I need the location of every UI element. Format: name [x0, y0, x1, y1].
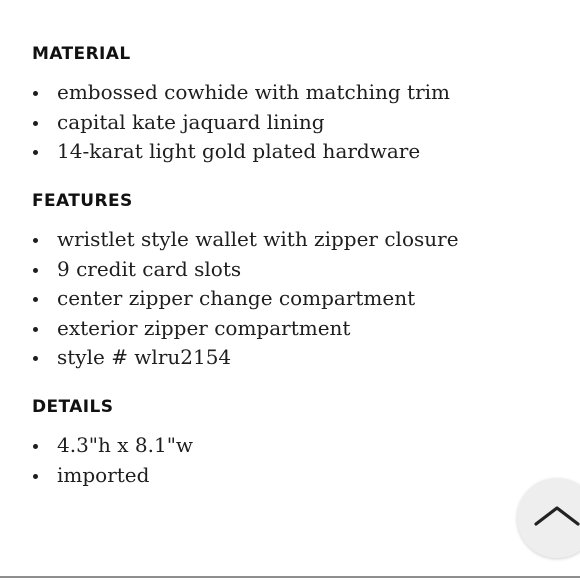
material-heading: MATERIAL	[32, 44, 131, 64]
list-item-text: capital kate jaquard lining	[57, 109, 325, 134]
list-item	[32, 314, 459, 344]
details-section	[32, 394, 193, 490]
features-section	[32, 188, 459, 373]
bullet-icon	[33, 268, 38, 273]
bullet-icon	[33, 91, 38, 96]
bullet-icon	[33, 444, 38, 449]
list-item-text: embossed cowhide with matching trim	[57, 80, 450, 104]
list-item	[32, 461, 193, 491]
features-heading: FEATURES	[32, 191, 133, 211]
list-item	[32, 108, 450, 138]
bullet-icon	[33, 356, 38, 361]
list-item-text: 14-karat light gold plated hardware	[57, 139, 421, 163]
list-item-text: exterior zipper compartment	[57, 315, 351, 340]
bottom-divider	[0, 576, 580, 578]
material-section	[32, 41, 450, 167]
bullet-icon	[33, 121, 38, 126]
list-item-text: wristlet style wallet with zipper closure	[57, 227, 459, 251]
list-item	[32, 137, 450, 167]
list-item-text: style # wlru2154	[57, 345, 232, 369]
list-item-text: 4.3"h x 8.1"w	[57, 433, 194, 457]
list-item-text: center zipper change compartment	[57, 286, 416, 310]
list-item	[32, 255, 459, 285]
list-item	[32, 343, 459, 373]
list-item	[32, 284, 459, 314]
scroll-to-top-button[interactable]	[517, 478, 580, 558]
features-list	[32, 225, 459, 373]
bullet-icon	[33, 150, 38, 155]
details-heading: DETAILS	[32, 397, 114, 417]
list-item	[32, 431, 193, 461]
material-list	[32, 78, 450, 167]
bullet-icon	[33, 297, 38, 302]
list-item	[32, 78, 450, 108]
bullet-icon	[33, 238, 38, 243]
chevron-up-icon	[533, 504, 580, 528]
bullet-icon	[33, 327, 38, 332]
list-item-text: 9 credit card slots	[57, 256, 242, 281]
list-item-text: imported	[57, 462, 150, 487]
details-list	[32, 431, 193, 490]
bullet-icon	[33, 474, 38, 479]
list-item	[32, 225, 459, 255]
